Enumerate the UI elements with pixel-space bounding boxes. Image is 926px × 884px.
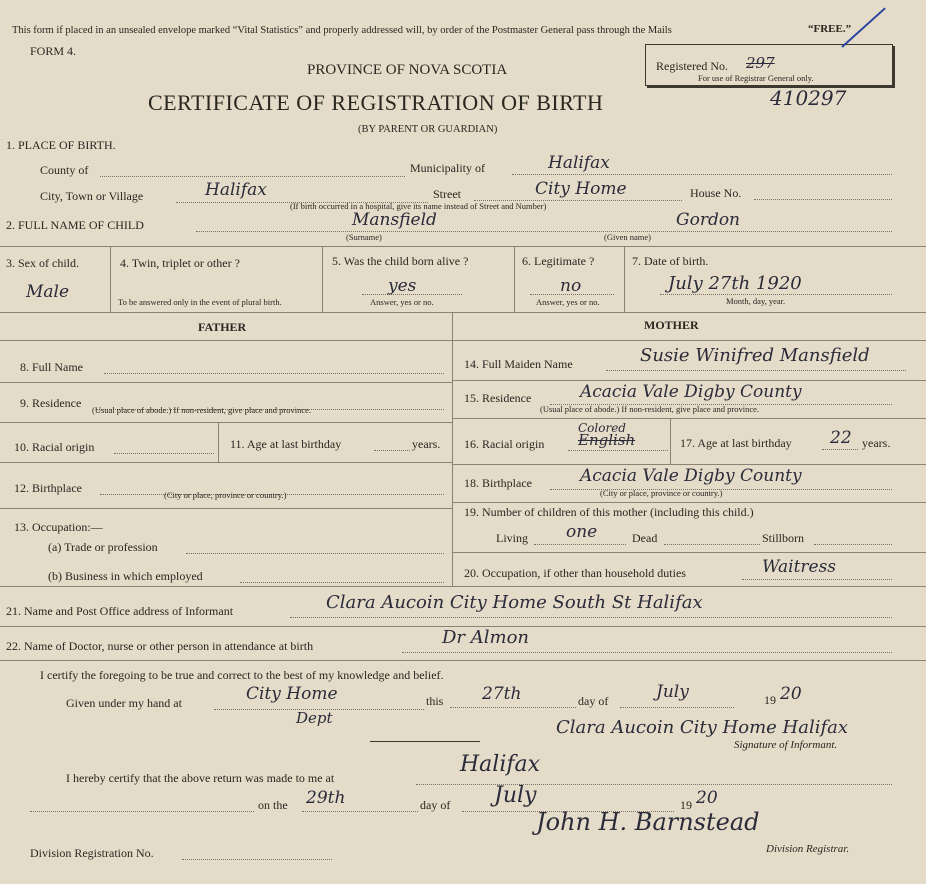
mother-residence-value: Acacia Vale Digby County <box>580 382 802 402</box>
child-name-label: 2. FULL NAME OF CHILD <box>6 218 144 232</box>
sex-value: Male <box>26 282 70 302</box>
informant-signature-caption: Signature of Informant. <box>734 739 838 751</box>
certify-dept-value: Dept <box>296 709 333 727</box>
registrar-note: For use of Registrar General only. <box>698 73 814 83</box>
certificate-title: CERTIFICATE OF REGISTRATION OF BIRTH <box>148 90 604 115</box>
place-section-label: 1. PLACE OF BIRTH. <box>6 138 116 152</box>
city-label: City, Town or Village <box>40 189 144 203</box>
mother-heading: MOTHER <box>644 318 699 332</box>
this-label: this <box>426 694 444 708</box>
living-label: Living <box>496 531 528 545</box>
twin-note: To be answered only in the event of plural birth. <box>118 297 282 307</box>
dob-value: July 27th 1920 <box>668 273 802 294</box>
father-business-label: (b) Business in which employed <box>48 569 203 583</box>
father-racial-label: 10. Racial origin <box>14 440 95 454</box>
legitimate-value: no <box>560 276 582 296</box>
dob-caption: Month, day, year. <box>726 296 786 306</box>
municipality-label: Municipality of <box>410 161 485 175</box>
street-label: Street <box>433 187 461 201</box>
father-age-label: 11. Age at last birthday <box>230 437 342 451</box>
mother-racial-label: 16. Racial origin <box>464 437 545 451</box>
father-birthplace-note: (City or place, province or country.) <box>164 490 287 500</box>
mother-residence-note: (Usual place of abode.) If non-resident, give place and province. <box>540 404 760 414</box>
mother-age-label: 17. Age at last birthday <box>680 436 792 450</box>
father-age-unit: years. <box>412 437 441 451</box>
certify-year-prefix: 19 <box>764 693 776 707</box>
alive-label: 5. Was the child born alive ? <box>332 254 469 268</box>
certify-day-value: 27th <box>482 684 522 704</box>
division-registration-label: Division Registration No. <box>30 846 154 860</box>
given-caption: (Given name) <box>604 232 651 242</box>
certify-statement: I certify the foregoing to be true and correct to the best of my knowledge and belief. <box>40 668 444 682</box>
stamped-number: 410297 <box>770 86 847 110</box>
doctor-label: 22. Name of Doctor, nurse or other person in attendance at birth <box>6 639 314 653</box>
stillborn-label: Stillborn <box>762 531 805 545</box>
given-under-label: Given under my hand at <box>66 696 182 710</box>
mother-occupation-value: Waitress <box>762 557 837 577</box>
mother-maiden-value: Susie Winifred Mansfield <box>640 345 870 366</box>
registrar-year-prefix: 19 <box>680 798 692 812</box>
postal-notice-free: “FREE.” <box>808 23 852 35</box>
twin-label: 4. Twin, triplet or other ? <box>120 256 240 270</box>
informant-value: Clara Aucoin City Home South St Halifax <box>326 592 703 613</box>
mother-racial-correction: Colored <box>578 421 626 435</box>
registrar-month-value: July <box>494 783 537 808</box>
certify-day-label: day of <box>578 694 609 708</box>
legitimate-label: 6. Legitimate ? <box>522 254 595 268</box>
father-name-label: 8. Full Name <box>20 360 83 374</box>
certify-year-value: 20 <box>780 684 802 704</box>
on-the-label: on the <box>258 798 288 812</box>
surname-caption: (Surname) <box>346 232 382 242</box>
child-given-value: Gordon <box>676 210 741 230</box>
certify-month-value: July <box>656 682 689 702</box>
mother-age-value: 22 <box>830 428 852 448</box>
living-value: one <box>566 522 598 542</box>
province-heading: PROVINCE OF NOVA SCOTIA <box>307 62 508 78</box>
registrar-day-value: 29th <box>306 788 346 808</box>
given-place-value: City Home <box>246 684 338 704</box>
father-heading: FATHER <box>198 320 247 334</box>
registrar-caption: Division Registrar. <box>766 843 850 855</box>
form-number: FORM 4. <box>30 44 77 58</box>
mother-children-label: 19. Number of children of this mother (including this child.) <box>464 505 754 519</box>
mother-maiden-label: 14. Full Maiden Name <box>464 357 573 371</box>
registered-value: 297 <box>746 54 775 72</box>
mother-occupation-label: 20. Occupation, if other than household duties <box>464 566 686 580</box>
father-residence-label: 9. Residence <box>20 396 82 410</box>
municipality-value: Halifax <box>548 153 610 173</box>
hospital-note: (If birth occurred in a hospital, give its name instead of Street and Number) <box>290 201 547 211</box>
house-number-label: House No. <box>690 186 742 200</box>
registrar-place-value: Halifax <box>460 752 541 777</box>
mother-age-unit: years. <box>862 436 891 450</box>
dob-label: 7. Date of birth. <box>632 254 709 268</box>
informant-label: 21. Name and Post Office address of Informant <box>6 604 234 618</box>
father-occupation-label: 13. Occupation:— <box>14 520 103 534</box>
county-label: County of <box>40 163 89 177</box>
doctor-value: Dr Almon <box>442 627 530 648</box>
mother-residence-label: 15. Residence <box>464 391 532 405</box>
registrar-signature: John H. Barnstead <box>536 808 760 836</box>
child-surname-value: Mansfield <box>352 210 437 230</box>
father-birthplace-label: 12. Birthplace <box>14 481 82 495</box>
legitimate-caption: Answer, yes or no. <box>536 297 600 307</box>
mother-birthplace-label: 18. Birthplace <box>464 476 532 490</box>
father-residence-note: (Usual place of abode.) If non-resident, give place and province. <box>92 405 312 415</box>
informant-signature: Clara Aucoin City Home Halifax <box>556 717 849 738</box>
dead-label: Dead <box>632 531 658 545</box>
street-value: City Home <box>535 179 627 199</box>
registered-number-box <box>645 44 893 86</box>
certificate-subtitle: (BY PARENT OR GUARDIAN) <box>358 124 498 135</box>
registrar-day-label: day of <box>420 798 451 812</box>
registrar-statement: I hereby certify that the above return was made to me at <box>66 771 335 785</box>
registrar-year-value: 20 <box>696 788 718 808</box>
alive-caption: Answer, yes or no. <box>370 297 434 307</box>
city-value: Halifax <box>205 180 267 200</box>
father-trade-label: (a) Trade or profession <box>48 540 158 554</box>
mother-racial-value: English <box>578 431 636 449</box>
mother-birthplace-value: Acacia Vale Digby County <box>580 466 802 486</box>
postal-notice: This form if placed in an unsealed envelope marked “Vital Statistics” and properly addressed will, by order of the Postmaster General pass through the Mails <box>12 25 672 36</box>
sex-label: 3. Sex of child. <box>6 256 79 270</box>
mother-birthplace-note: (City or place, province or country.) <box>600 488 723 498</box>
alive-value: yes <box>388 276 417 296</box>
registered-label: Registered No. <box>656 59 728 73</box>
